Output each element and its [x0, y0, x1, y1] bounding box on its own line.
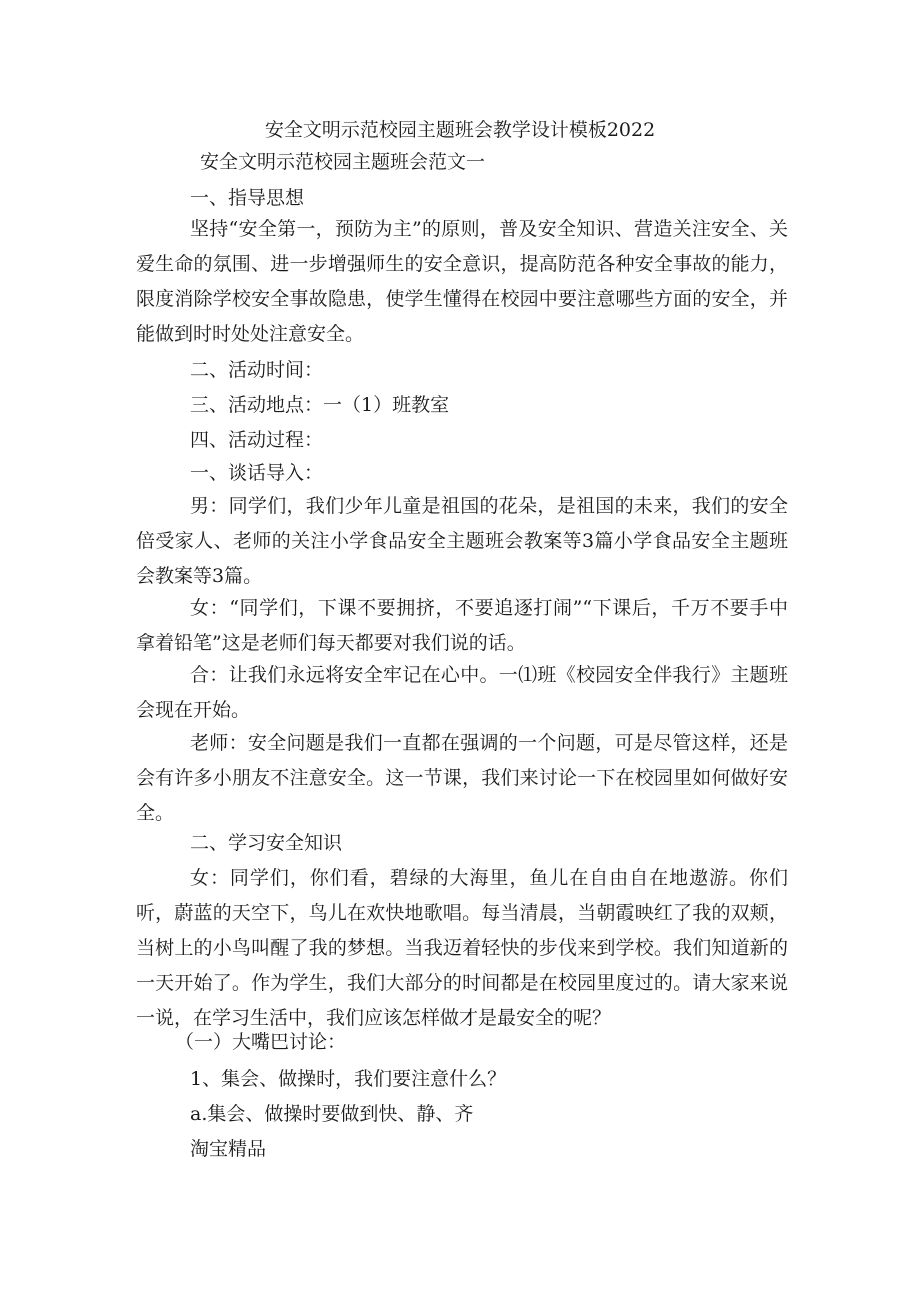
paragraph-together: 合：让我们永远将安全牢记在心中。一⑴班《校园安全伴我行》主题班会现在开始。 [136, 664, 788, 721]
sub-heading-discussion: （一）大嘴巴讨论： [175, 1031, 347, 1053]
section-heading-safety-knowledge: 二、学习安全知识 [190, 832, 343, 854]
section-heading-activity-time: 二、活动时间： [190, 359, 324, 381]
section-heading-activity-process: 四、活动过程： [190, 429, 324, 451]
document-title: 安全文明示范校园主题班会教学设计模板2022 [264, 119, 656, 141]
document-subtitle: 安全文明示范校园主题班会范文一 [200, 151, 486, 173]
paragraph-girl-safety: 女：同学们，你们看，碧绿的大海里，鱼儿在自由自在地遨游。你们听，蔚蓝的天空下，鸟儿在欢快地歌唱。每当清晨，当朝霞映红了我的双颊，当树上的小鸟叫醒了我的梦想。当我迈着轻快的步伐来到学校。我们知道新的一天开始了。作为学生，我们大部分的时间都是在校园里度过的。请大家来说一说，在学习生活中，我们应该怎样做才是最安全的呢？ [136, 867, 788, 1029]
answer-1a: a.集会、做操时要做到快、静、齐 [190, 1103, 474, 1125]
footer-mark: 淘宝精品 [190, 1138, 267, 1160]
paragraph-boy: 男：同学们，我们少年儿童是祖国的花朵，是祖国的未来，我们的安全倍受家人、老师的关注小学食品安全主题班会教案等3篇小学食品安全主题班会教案等3篇。 [136, 495, 788, 587]
section-heading-guiding-ideology: 一、指导思想 [190, 187, 305, 209]
section-heading-intro-talk: 一、谈话导入： [190, 462, 324, 484]
question-1: 1、集会、做操时，我们要注意什么？ [190, 1068, 507, 1090]
section-heading-activity-location: 三、活动地点：一（1）班教室 [190, 394, 450, 416]
paragraph-girl: 女：“同学们，下课不要拥挤，不要追逐打闹”“下课后，千万不要手中拿着铅笔”这是老师们每天都要对我们说的话。 [136, 597, 788, 654]
paragraph-teacher: 老师：安全问题是我们一直都在强调的一个问题，可是尽管这样，还是会有许多小朋友不注意安全。这一节课，我们来讨论一下在校园里如何做好安全。 [136, 732, 788, 824]
paragraph-guiding-ideology: 坚持“安全第一，预防为主”的原则，普及安全知识、营造关注安全、关爱生命的氛围、进一步增强师生的安全意识，提高防范各种安全事故的能力，限度消除学校安全事故隐患，使学生懂得在校园中要注意哪些方面的安全，并能做到时时处处注意安全。 [136, 218, 788, 345]
